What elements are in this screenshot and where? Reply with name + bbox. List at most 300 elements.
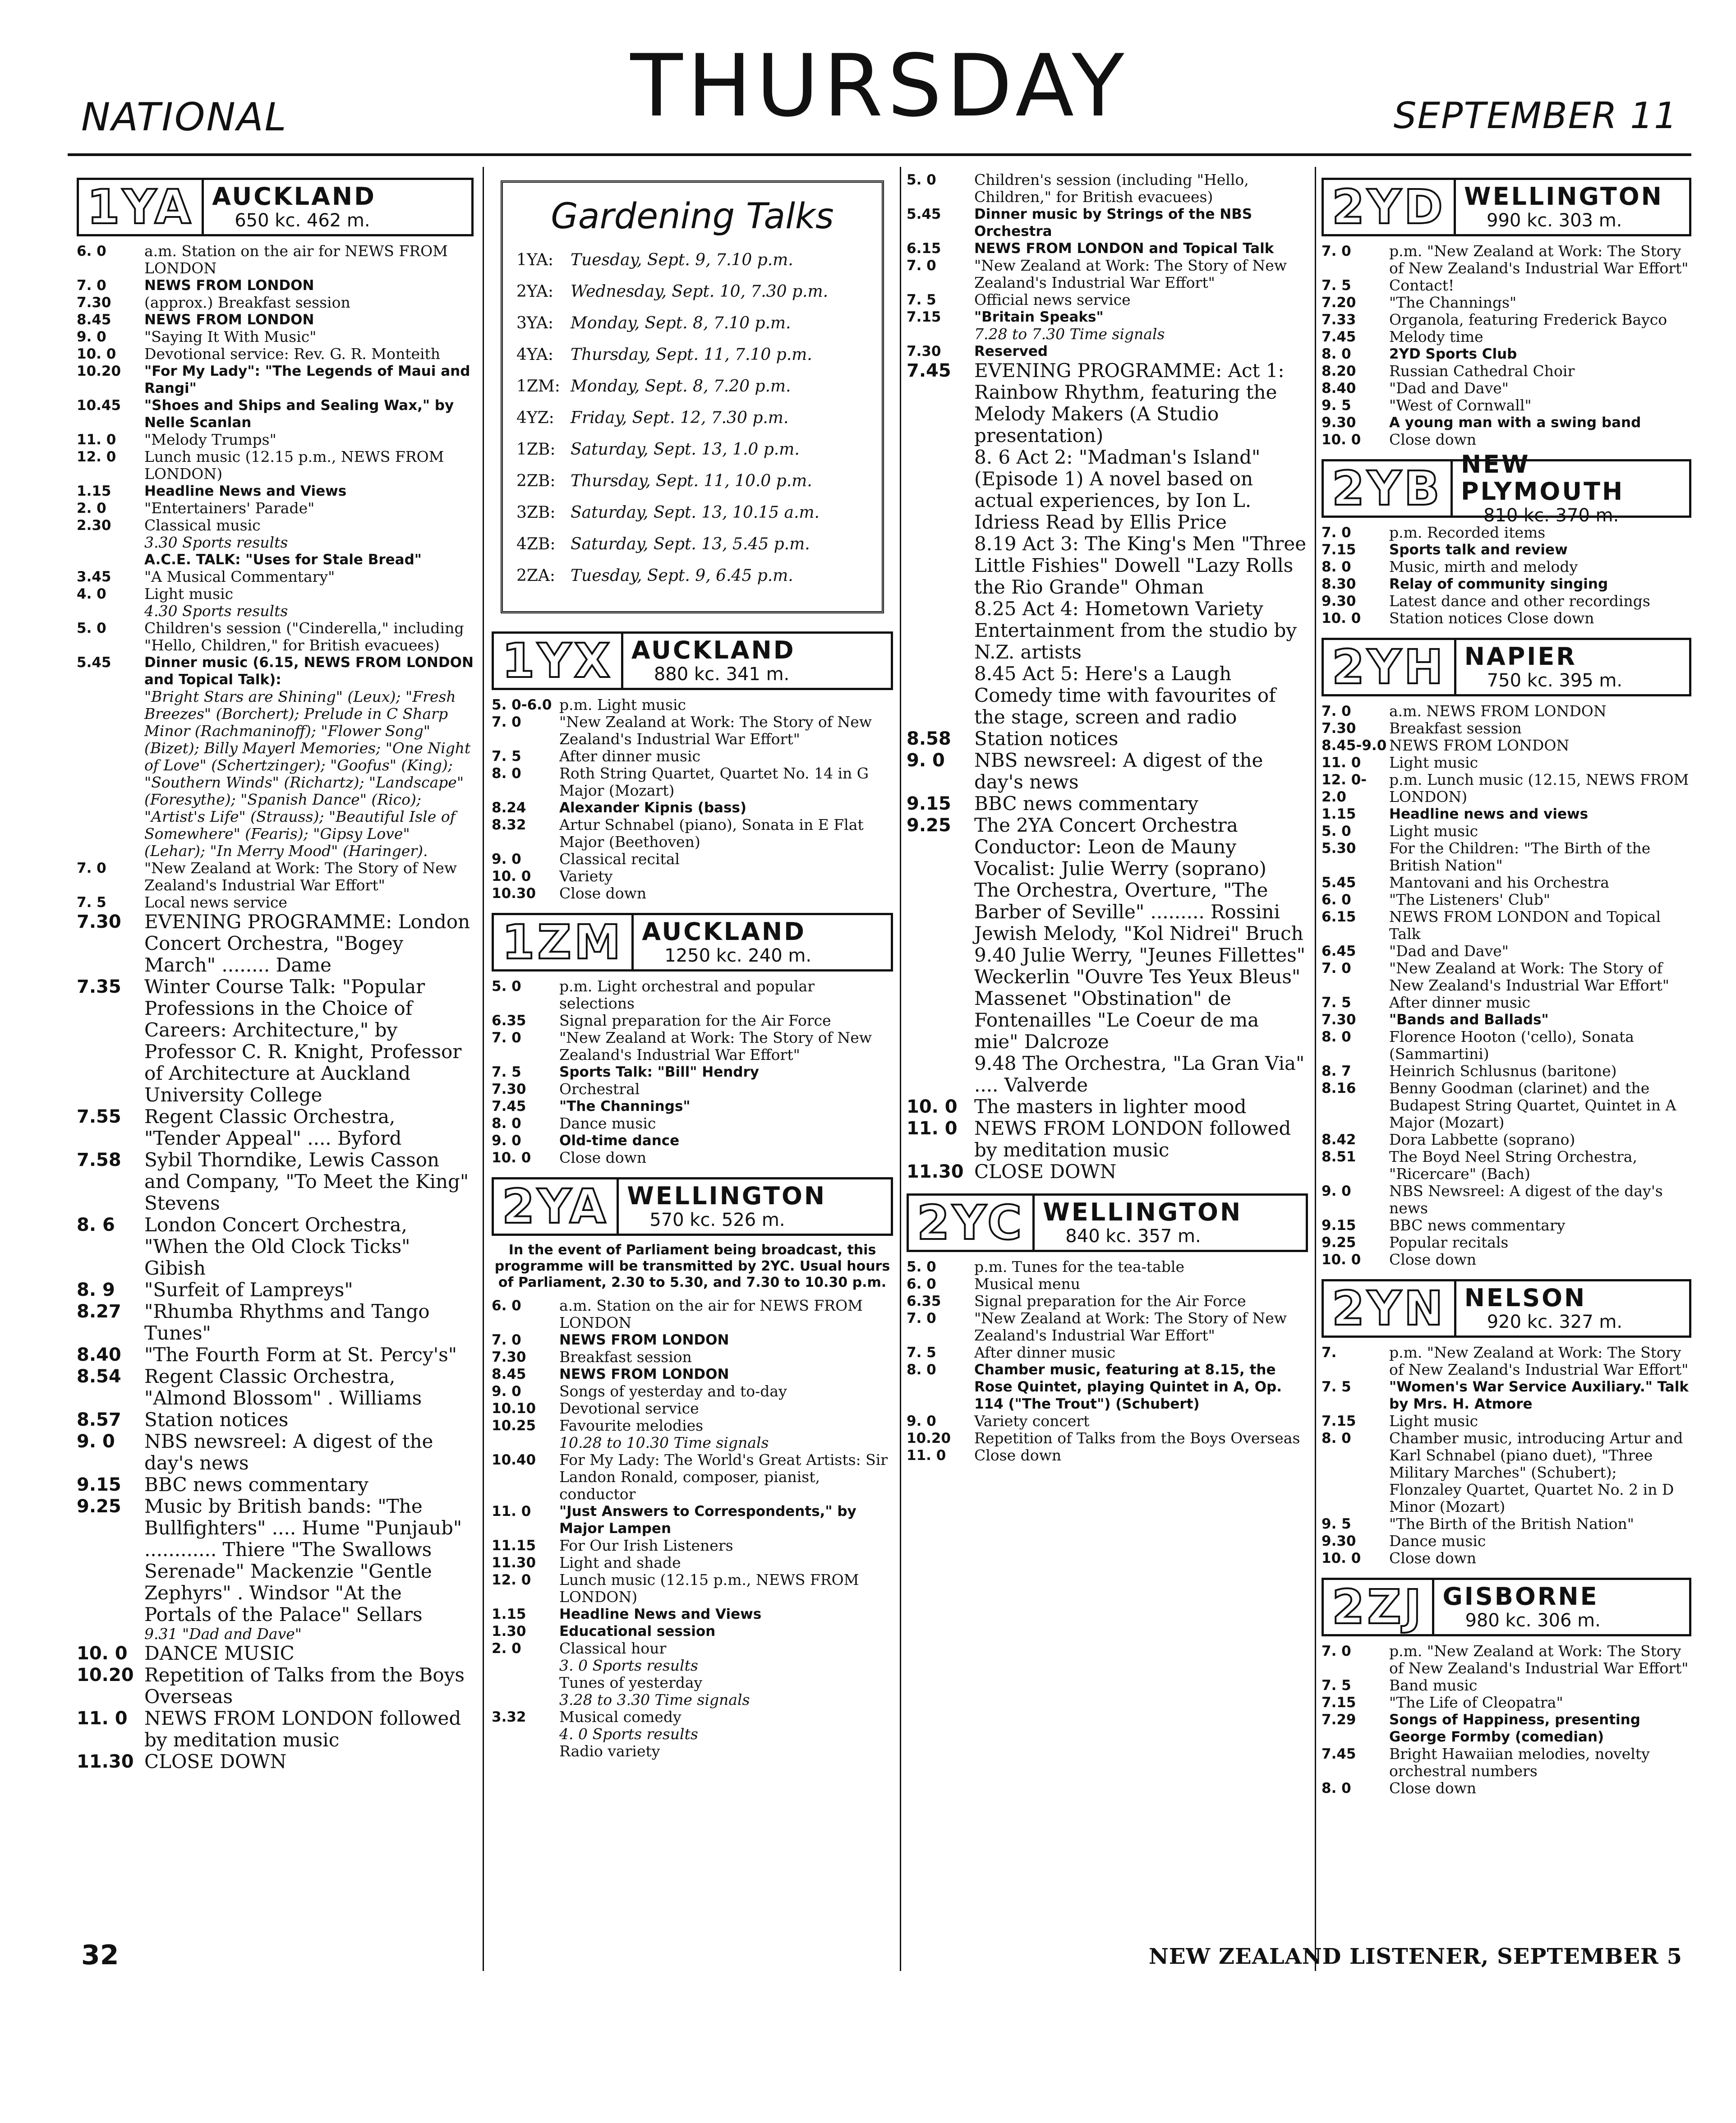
programme-title: Children's session (including "Hello, Children," for British evacuees) [974,171,1249,206]
page-number: 32 [81,1939,119,1971]
station-frequency: 1250 kc. 240 m. [664,945,812,966]
programme-title: Close down [559,884,647,902]
programme-title: CLOSE DOWN [974,1161,1117,1183]
programme-time: 9. 5 [1322,397,1351,414]
programme-time: 2.30 [77,517,111,534]
programme-time: 7.55 [77,1106,121,1127]
programme-time: 9.30 [1322,1533,1356,1549]
programme-title: Music, mirth and melody [1389,558,1578,576]
gardening-talk-time: Saturday, Sept. 13, 5.45 p.m. [571,535,810,553]
programme-title: Songs of yesterday and to-day [559,1382,787,1400]
programme-item [1322,1251,1691,1268]
programme-title: Close down [1389,431,1477,448]
programme-time [907,1053,974,1096]
programme-item [492,748,893,765]
programme-item [1322,874,1691,891]
station-frequency: 840 kc. 357 m. [1065,1226,1201,1247]
programme-time [77,688,144,860]
programme-item [77,517,474,534]
programme-time: 8.30 [1322,576,1356,592]
station-call-sign: 1YA [79,180,204,234]
programme-time: 10. 0 [1322,1550,1361,1566]
programme-item [77,1643,474,1664]
programme-item [1322,380,1691,397]
programme-title: "The Channings" [1389,294,1517,311]
programme-time: 10. 0 [492,868,531,884]
station-city: GISBORNE [1442,1582,1599,1611]
programme-time: 10. 0 [907,1096,958,1117]
programme-item [907,598,1308,663]
station-city: NEW PLYMOUTH [1460,450,1625,506]
programme-item [492,1554,893,1571]
programme-time: 3.32 [492,1709,526,1725]
programme-time: 10.10 [492,1400,536,1417]
programme-title: For Our Irish Listeners [559,1537,733,1554]
programme-time: 8.58 [907,728,951,749]
gardening-talk-time: Monday, Sept. 8, 7.20 p.m. [571,377,791,396]
station-frequency: 920 kc. 327 m. [1487,1312,1623,1332]
programme-item [492,868,893,885]
programme-title: Bright Hawaiian melodies, novelty orchestral numbers [1389,1745,1650,1780]
programme-item [907,750,1308,793]
programme-time: 7. 5 [492,1064,521,1080]
programme-time: 9.25 [907,815,951,836]
programme-item [907,1258,1308,1276]
programme-item [77,500,474,517]
programme-title: London Concert Orchestra, "When the Old Clock Ticks" Gibish [144,1214,410,1279]
programme-item [77,534,474,551]
programme-time: 1.30 [492,1623,526,1639]
programme-title: "Women's War Service Auxiliary." Talk by Mrs. H. Atmore [1389,1379,1689,1412]
gardening-talk-row [516,313,868,333]
programme-item [77,976,474,1106]
station-call-sign: 2YN [1324,1281,1456,1336]
programme-item [492,1623,893,1640]
programme-item [1322,1234,1691,1251]
programme-item [907,1053,1308,1096]
programme-title: p.m. Light orchestral and popular selections [559,977,815,1012]
programme-time: 1.15 [77,483,111,499]
programme-time: 7.45 [1322,1746,1356,1762]
programme-title: 9.48 The Orchestra, "La Gran Via" .... Valverde [974,1052,1305,1096]
programme-title: Local news service [144,893,287,911]
programme-time: 9.25 [1322,1234,1356,1251]
station-frequency: 570 kc. 526 m. [649,1210,785,1230]
programme-item [492,1012,893,1029]
programme-time: 5.45 [907,206,941,222]
programme-time: 8. 0 [1322,1430,1351,1446]
programme-title: Close down [559,1149,647,1166]
station-city: WELLINGTON [1043,1198,1243,1226]
gardening-talk-row [516,250,868,270]
programme-time: 8. 0 [1322,559,1351,575]
programme-item [907,360,1308,447]
programme-time [77,551,144,568]
programme-time: 7. 5 [77,894,106,911]
gardening-talk-station: 1ZB: [516,440,556,459]
station-2yc-logo [907,1193,1308,1252]
gardening-talk-time: Friday, Sept. 12, 7.30 p.m. [571,409,789,427]
programme-time: 7. 0 [907,1310,936,1326]
programme-item [77,294,474,311]
programme-title: A young man with a swing band [1389,414,1641,431]
programme-list-2yn [1322,1344,1691,1567]
programme-time [907,944,974,1053]
programme-title: Relay of community singing [1389,576,1608,592]
programme-item [1322,1780,1691,1797]
programme-item [1322,806,1691,823]
programme-list-1ya [77,243,474,1773]
programme-item [492,1674,893,1691]
programme-item [1322,397,1691,414]
station-frequency: 980 kc. 306 m. [1465,1610,1601,1631]
programme-item [907,447,1308,533]
programme-title: Station notices [974,728,1119,750]
programme-time: 7. 5 [1322,995,1351,1011]
programme-time: 1.15 [1322,806,1356,822]
programme-item [77,363,474,397]
programme-title: Variety [559,867,613,885]
programme-time [907,663,974,728]
programme-time: 7. 5 [1322,1677,1351,1694]
programme-item [77,860,474,894]
programme-list-2yc [907,1258,1308,1464]
programme-item [907,793,1308,815]
programme-item [907,728,1308,750]
programme-title: Lunch music (12.15 p.m., NEWS FROM LONDON) [144,448,444,483]
programme-item [77,654,474,688]
date-label: SEPTEMBER 11 [1393,95,1678,137]
programme-item [492,1417,893,1434]
programme-time: 8. 0 [1322,1780,1351,1796]
programme-time: 7. 5 [1322,1379,1351,1395]
programme-title: "Rhumba Rhythms and Tango Tunes" [144,1300,430,1344]
programme-time: 7.30 [907,343,941,359]
programme-item [1322,703,1691,720]
programme-title: After dinner music [974,1344,1116,1361]
programme-title: "A Musical Commentary" [144,568,335,585]
programme-time: 12. 0-2.0 [1322,772,1367,805]
programme-title: 8.25 Act 4: Hometown Variety Entertainment from the studio by N.Z. artists [974,598,1297,663]
programme-item [77,1751,474,1773]
programme-title: Regent Classic Orchestra, "Tender Appeal" .... Byford [144,1105,402,1149]
programme-item [1322,1011,1691,1028]
gardening-talk-time: Saturday, Sept. 13, 10.15 a.m. [571,503,820,522]
programme-title: Artur Schnabel (piano), Sonata in E Flat Major (Beethoven) [559,816,864,851]
station-1yx-logo [492,631,893,690]
programme-title: For My Lady: The World's Great Artists: Sir Landon Ronald, composer, pianist, conductor [559,1451,888,1503]
programme-item [492,696,893,714]
station-call-sign: 2YA [494,1179,619,1234]
column-2 [492,167,893,1971]
programme-time: 8.42 [1322,1132,1356,1148]
programme-time: 5. 0 [77,620,106,636]
programme-item [1322,737,1691,754]
programme-title: "New Zealand at Work: The Story of New Zealand's Industrial War Effort" [1389,959,1669,994]
programme-item [1322,1413,1691,1430]
programme-time: 7.30 [77,912,121,932]
programme-item [1322,431,1691,448]
programme-title: Florence Hooton ('cello), Sonata (Sammartini) [1389,1028,1634,1063]
network-label: NATIONAL [81,95,288,140]
programme-title: NBS Newsreel: A digest of the day's news [1389,1182,1663,1217]
programme-time: 10.25 [492,1418,536,1434]
station-1zm [492,913,893,972]
programme-title: a.m. Station on the air for NEWS FROM LONDON [144,242,448,277]
programme-time: 7.30 [1322,720,1356,737]
programme-time: 7. 0 [492,1030,521,1046]
programme-title: NEWS FROM LONDON [144,277,314,294]
programme-item [1322,311,1691,328]
programme-time: 7.45 [907,360,951,381]
programme-item [492,765,893,799]
programme-item [77,1301,474,1344]
gardening-talk-time: Tuesday, Sept. 9, 6.45 p.m. [571,566,793,585]
programme-title: Educational session [559,1623,716,1639]
programme-time: 11. 0 [77,432,116,448]
programme-title: The masters in lighter mood [974,1096,1247,1118]
programme-title: Band music [1389,1676,1478,1694]
programme-title: Chamber music, introducing Artur and Karl Schnabel (piano duet), "Three Military Marches" (Schubert); Flonzaley Quartet, Quartet No. 2 in D Minor (Mozart) [1389,1429,1683,1515]
station-city: NAPIER [1464,642,1577,671]
programme-time: 11. 0 [907,1447,946,1464]
programme-title: p.m. Tunes for the tea-table [974,1258,1184,1276]
programme-time: 8. 6 [77,1215,115,1235]
programme-item [907,1361,1308,1413]
programme-time: 8. 0 [907,1362,936,1378]
programme-time: 4. 0 [77,586,106,602]
programme-item [77,620,474,654]
gardening-talk-station: 1YA: [516,251,554,269]
programme-list-2zj [1322,1643,1691,1797]
programme-title: For the Children: "The Birth of the British Nation" [1389,839,1651,874]
programme-item [1322,610,1691,627]
programme-item [1322,1643,1691,1677]
programme-item [907,171,1308,206]
programme-title: Benny Goodman (clarinet) and the Budapest String Quartet, Quintet in A Major (Mozart) [1389,1079,1676,1131]
gardening-talk-row [516,534,868,554]
programme-item [492,1571,893,1606]
gardening-talk-station: 3ZB: [516,503,556,522]
programme-time: 6. 0 [1322,892,1351,908]
programme-item [907,1447,1308,1464]
programme-title: "New Zealand at Work: The Story of New Zealand's Industrial War Effort" [974,257,1287,291]
programme-time: 7. 0 [1322,703,1351,719]
programme-time: 9. 0 [492,1383,521,1400]
programme-title: Roth String Quartet, Quartet No. 14 in G Major (Mozart) [559,764,869,799]
programme-time: 6.45 [1322,943,1356,959]
programme-title: "For My Lady": "The Legends of Maui and Rangi" [144,363,470,396]
station-2yh [1322,638,1691,696]
programme-item [492,1149,893,1166]
programme-time: 7.35 [77,976,121,997]
programme-time: 10.45 [77,397,121,414]
programme-item [492,799,893,816]
programme-item [77,1106,474,1149]
programme-title: Repetition of Talks from the Boys Overseas [974,1429,1300,1447]
station-1zm-logo [492,913,893,972]
programme-time: 9.15 [77,1474,121,1495]
programme-time: 7. 0 [907,258,936,274]
programme-item [77,911,474,976]
gardening-talk-row [516,566,868,586]
programme-item [907,663,1308,728]
programme-list-2yb [1322,524,1691,627]
programme-title: The Boyd Neel String Orchestra, "Ricercare" (Bach) [1389,1148,1637,1183]
programme-time: 8.51 [1322,1149,1356,1165]
programme-time: 7.58 [77,1150,121,1170]
programme-time: 8. 7 [1322,1063,1351,1079]
programme-time: 7. 0 [1322,1643,1351,1659]
programme-item [492,1064,893,1081]
programme-item [1322,363,1691,380]
programme-time: 7. 0 [77,277,106,294]
programme-item [1322,345,1691,363]
programme-title: a.m. Station on the air for NEWS FROM LONDON [559,1297,863,1331]
gardening-talk-station: 4YZ: [516,409,554,427]
programme-title: "Bands and Ballads" [1389,1012,1549,1028]
programme-time: 7.30 [492,1349,526,1365]
programme-title: Station notices Close down [1389,609,1594,627]
programme-title: BBC news commentary [1389,1216,1566,1234]
gardening-talk-time: Wednesday, Sept. 10, 7.30 p.m. [571,282,829,301]
gardening-talk-time: Thursday, Sept. 11, 7.10 p.m. [571,345,812,364]
station-2yb [1322,450,1691,526]
programme-time [907,598,974,663]
programme-time: 10. 0 [77,1643,128,1664]
station-call-sign: 2YH [1324,640,1456,694]
programme-time: 12. 0 [77,449,116,465]
programme-item [492,978,893,1012]
programme-item [1322,294,1691,311]
programme-time: 6. 0 [907,1276,936,1292]
programme-item [492,885,893,902]
station-2zj [1322,1578,1691,1636]
programme-title: Light music [144,585,234,603]
column-4 [1322,167,1691,1971]
programme-item [907,1096,1308,1118]
programme-time: 7.45 [492,1098,526,1114]
station-2yb-logo [1322,450,1691,526]
programme-title: NEWS FROM LONDON [144,312,314,328]
programme-list-1yx [492,696,893,902]
programme-item [1322,754,1691,771]
gardening-talk-row [516,282,868,302]
programme-time [907,533,974,598]
programme-time [492,1726,559,1743]
programme-time: 9.25 [77,1496,121,1517]
programme-item [1322,720,1691,737]
gardening-talk-station: 2ZA: [516,566,556,585]
programme-time: 9. 0 [77,1431,115,1452]
programme-time: 11.30 [492,1555,536,1571]
programme-item [492,1115,893,1132]
programme-title: Winter Course Talk: "Popular Professions in the Choice of Careers: Architecture," by Professor C. R. Knight, Professor of Architecture at Auckland University College [144,976,462,1106]
programme-item [77,1664,474,1708]
programme-item [1322,823,1691,840]
programme-time: 7. 0 [1322,960,1351,976]
programme-title: Close down [974,1446,1062,1464]
programme-time: 9.15 [907,793,951,814]
programme-title: "New Zealand at Work: The Story of New Zealand's Industrial War Effort" [144,859,457,894]
station-frequency: 990 kc. 303 m. [1487,210,1622,231]
station-frequency: 880 kc. 341 m. [654,664,790,685]
programme-time: 11. 0 [907,1118,958,1139]
programme-title: Light music [1389,1412,1478,1430]
programme-title: Dance music [1389,1532,1486,1550]
programme-item [492,1726,893,1743]
gardening-talk-row [516,503,868,523]
programme-time [492,1657,559,1674]
programme-time: 10.20 [77,363,121,379]
programme-item [77,277,474,294]
programme-time: 6. 0 [77,243,106,259]
programme-item [1322,414,1691,431]
programme-title: p.m. Light music [559,696,686,714]
programme-time: 7.33 [1322,312,1356,328]
programme-time: 7. 0 [1322,243,1351,259]
programme-time: 8.40 [77,1345,121,1365]
programme-title: 3. 0 Sports results [559,1657,698,1674]
programme-time: 7.30 [1322,1012,1356,1028]
programme-item [1322,1063,1691,1080]
programme-title: Light music [1389,754,1478,771]
programme-item [1322,1745,1691,1780]
programme-time: 5.30 [1322,840,1356,857]
programme-time: 7. 0 [77,860,106,876]
programme-time: 7. 5 [907,1345,936,1361]
programme-item [77,311,474,328]
programme-time: 10. 0 [492,1150,531,1166]
station-2yh-logo [1322,638,1691,696]
programme-time: 11. 0 [1322,755,1361,771]
programme-title: "New Zealand at Work: The Story of New Zealand's Industrial War Effort" [559,1029,872,1064]
programme-title: "Just Answers to Correspondents," by Major Lampen [559,1503,856,1537]
programme-item [492,1331,893,1349]
gardening-talk-station: 2YA: [516,282,554,301]
programme-title: Headline news and views [1389,806,1589,822]
programme-list-1zm [492,978,893,1166]
programme-title: Close down [1389,1549,1477,1567]
gardening-talk-station: 3YA: [516,314,554,332]
programme-title: A.C.E. TALK: "Uses for Stale Bread" [144,552,422,568]
programme-item [1322,1028,1691,1063]
programme-item [492,851,893,868]
station-1ya [77,178,474,236]
gardening-talks-list [516,250,868,586]
programme-title: Sports talk and review [1389,542,1568,558]
programme-title: NEWS FROM LONDON and Topical Talk [1389,908,1661,943]
programme-title: Signal preparation for the Air Force [974,1292,1246,1310]
programme-time: 7.15 [907,309,941,325]
programme-item [1322,524,1691,541]
programme-title: Breakfast session [1389,719,1522,737]
programme-item [77,551,474,568]
gardening-talk-row [516,345,868,365]
gardening-talk-station: 1ZM: [516,377,560,396]
programme-time: 11.15 [492,1538,536,1554]
station-city: AUCKLAND [212,182,376,211]
programme-title: Chamber music, featuring at 8.15, the Rose Quintet, playing Quintet in A, Op. 114 ("The Trout") (Schubert) [974,1362,1282,1412]
programme-item [77,328,474,345]
programme-title: "Melody Trumps" [144,431,276,448]
programme-time: 1.15 [492,1606,526,1622]
programme-item [1322,1711,1691,1745]
programme-time: 11. 0 [77,1708,128,1729]
programme-title: Devotional service: Rev. G. R. Monteith [144,345,441,363]
programme-time: 9. 0 [1322,1183,1351,1199]
programme-title: Dinner music (6.15, NEWS FROM LONDON and Topical Talk): [144,654,474,688]
